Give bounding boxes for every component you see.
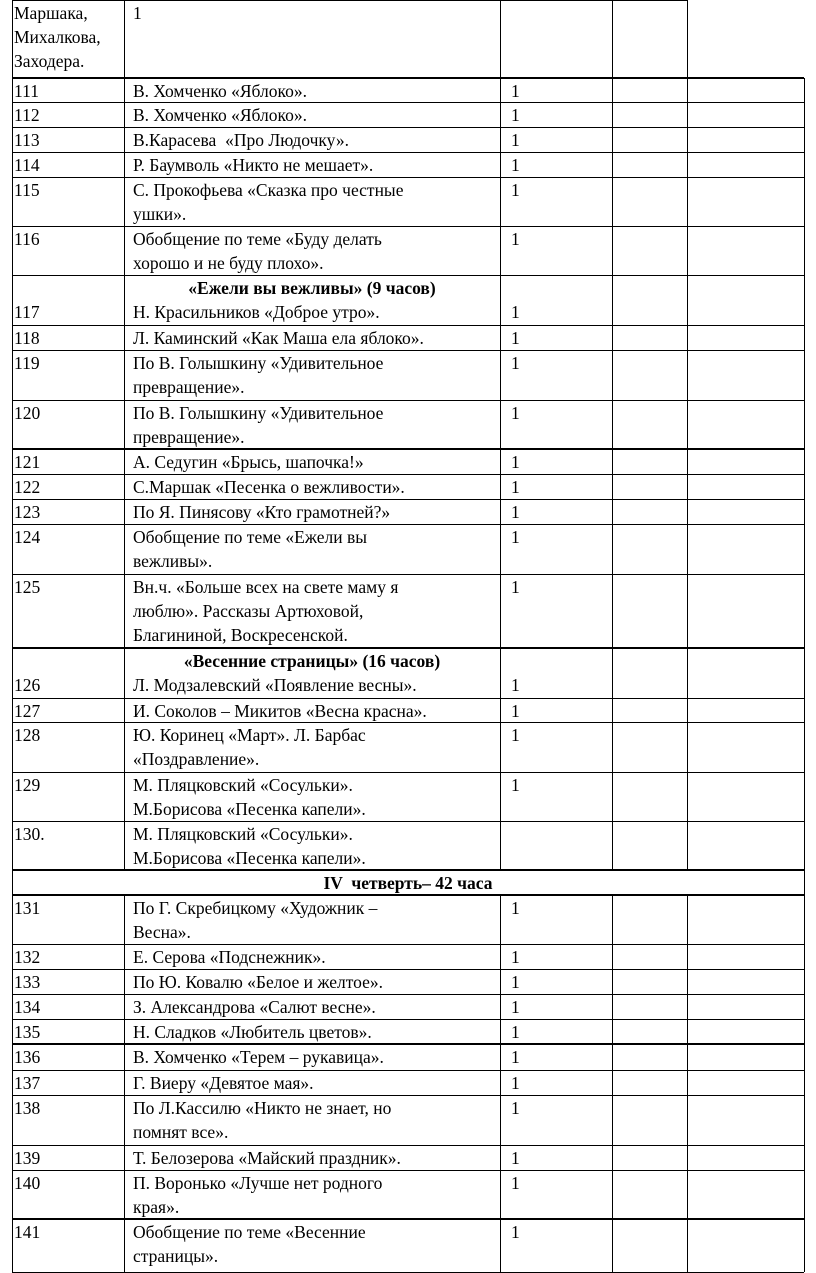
column-rule xyxy=(500,0,501,870)
table-rule xyxy=(12,127,804,128)
lesson-title-cell: С.Маршак «Песенка о вежливости». xyxy=(133,477,405,497)
lesson-number-cell: 131 xyxy=(14,898,41,918)
column-rule xyxy=(124,0,125,870)
hours-cell: 1 xyxy=(511,403,520,423)
hours-cell: 1 xyxy=(511,577,520,597)
lesson-title-cell: П. Воронько «Лучше нет родного края». xyxy=(133,1173,383,1217)
hours-cell: 1 xyxy=(511,302,520,322)
hours-cell: 1 xyxy=(511,1047,520,1067)
lesson-number-cell: 135 xyxy=(14,1022,41,1042)
table-rule xyxy=(12,350,804,351)
hours-cell: 1 xyxy=(511,997,520,1017)
lesson-title-cell: Ю. Коринец «Март». Л. Барбас «Поздравление». xyxy=(133,725,366,769)
lesson-title-cell: Обобщение по теме «Ежели вы вежливы». xyxy=(133,527,367,571)
table-rule xyxy=(12,944,804,945)
quarter-heading: IV четверть– 42 часа xyxy=(323,873,493,893)
hours-cell: 1 xyxy=(511,130,520,150)
lesson-number-cell: 115 xyxy=(14,180,40,200)
column-rule xyxy=(612,895,613,1272)
lesson-title-cell: Вн.ч. «Больше всех на свете маму я люблю». Рассказы Артюховой, Благининой, Воскресенской. xyxy=(133,577,399,645)
lesson-number-cell: 129 xyxy=(14,775,41,795)
section-heading: «Ежели вы вежливы» (9 часов) xyxy=(188,278,436,298)
hours-cell: 1 xyxy=(511,229,520,249)
lesson-number-cell: 137 xyxy=(14,1073,41,1093)
lesson-number-cell: Маршака, Михалкова, Заходера. xyxy=(14,3,101,71)
lesson-title-cell: В. Хомченко «Яблоко». xyxy=(133,105,307,125)
lesson-title-cell: З. Александрова «Салют весне». xyxy=(133,997,376,1017)
lesson-title-cell: Т. Белозерова «Майский праздник». xyxy=(133,1148,401,1168)
lesson-title-cell: По Я. Пинясову «Кто грамотней?» xyxy=(133,502,391,522)
lesson-title-cell: С. Прокофьева «Сказка про честные ушки». xyxy=(133,180,404,224)
lesson-title-cell: Н. Сладков «Любитель цветов». xyxy=(133,1022,372,1042)
hours-cell: 1 xyxy=(511,775,520,795)
table-rule xyxy=(12,226,804,227)
column-rule xyxy=(804,78,805,1272)
lesson-title-cell: По В. Голышкину «Удивительное превращение». xyxy=(133,403,384,447)
lesson-number-cell: 124 xyxy=(14,527,41,547)
table-rule xyxy=(12,448,804,450)
table-rule xyxy=(12,1043,804,1045)
hours-cell: 1 xyxy=(511,328,520,348)
hours-cell: 1 xyxy=(511,1022,520,1042)
hours-cell: 1 xyxy=(511,725,520,745)
lesson-number-cell: 123 xyxy=(14,502,41,522)
hours-cell: 1 xyxy=(511,675,520,695)
lesson-title-cell: Л. Каминский «Как Маша ела яблоко». xyxy=(133,328,424,348)
hours-cell: 1 xyxy=(511,105,520,125)
lesson-title-cell: Л. Модзалевский «Появление весны». xyxy=(133,675,417,695)
hours-cell: 1 xyxy=(511,180,520,200)
lesson-number-cell: 138 xyxy=(14,1098,41,1118)
table-rule xyxy=(12,1218,804,1220)
lesson-title-cell: Н. Красильников «Доброе утро». xyxy=(133,302,380,322)
lesson-number-cell: 127 xyxy=(14,701,41,721)
lesson-number-cell: 140 xyxy=(14,1173,41,1193)
lesson-number-cell: 120 xyxy=(14,403,41,423)
table-rule xyxy=(12,1019,804,1020)
table-rule xyxy=(12,152,804,153)
column-rule xyxy=(687,895,688,1272)
lesson-title-cell: По Г. Скребицкому «Художник – Весна». xyxy=(133,898,378,942)
lesson-number-cell: 134 xyxy=(14,997,41,1017)
table-rule xyxy=(12,400,804,401)
lesson-number-cell: 128 xyxy=(14,725,41,745)
lesson-number-cell: 113 xyxy=(14,130,40,150)
hours-cell: 1 xyxy=(511,452,520,472)
lesson-number-cell: 116 xyxy=(14,229,40,249)
column-rule xyxy=(12,0,13,1272)
hours-cell: 1 xyxy=(511,701,520,721)
hours-cell: 1 xyxy=(511,1222,520,1242)
lesson-title-cell: В. Хомченко «Терем – рукавица». xyxy=(133,1047,384,1067)
lesson-number-cell: 112 xyxy=(14,105,40,125)
lesson-title-cell: Обобщение по теме «Буду делать хорошо и не буду плохо». xyxy=(133,229,382,273)
table-rule xyxy=(12,994,804,995)
table-rule xyxy=(12,969,804,970)
lesson-number-cell: 130. xyxy=(14,824,45,844)
hours-cell: 1 xyxy=(511,1148,520,1168)
table-rule xyxy=(12,574,804,575)
lesson-title-cell: В. Хомченко «Яблоко». xyxy=(133,81,307,101)
lesson-title-cell: По Л.Кассилю «Никто не знает, но помнят все». xyxy=(133,1098,392,1142)
section-heading: «Весенние страницы» (16 часов) xyxy=(183,651,441,671)
lesson-title-cell: Г. Виеру «Девятое мая». xyxy=(133,1073,314,1093)
lesson-title-cell: А. Седугин «Брысь, шапочка!» xyxy=(133,452,364,472)
table-rule xyxy=(12,524,804,525)
lesson-number-cell: 117 xyxy=(14,302,40,322)
lesson-number-cell: 141 xyxy=(14,1222,41,1242)
hours-cell: 1 xyxy=(511,947,520,967)
table-rule xyxy=(12,772,804,773)
hours-cell: 1 xyxy=(511,1098,520,1118)
table-rule xyxy=(12,499,804,500)
table-rule xyxy=(12,1095,804,1096)
lesson-title-cell: По Ю. Ковалю «Белое и желтое». xyxy=(133,972,383,992)
lesson-title-cell: И. Соколов – Микитов «Весна красна». xyxy=(133,701,427,721)
table-rule xyxy=(12,77,804,79)
lesson-number-cell: 111 xyxy=(14,81,39,101)
lesson-number-cell: 119 xyxy=(14,353,40,373)
lesson-number-cell: 133 xyxy=(14,972,41,992)
lesson-title-cell: Е. Серова «Подснежник». xyxy=(133,947,326,967)
lesson-title-cell: Р. Баумволь «Никто не мешает». xyxy=(133,155,374,175)
lesson-title-cell: М. Пляцковский «Сосульки». М.Борисова «Песенка капели». xyxy=(133,775,366,819)
table-rule xyxy=(12,177,804,178)
column-rule xyxy=(612,0,613,870)
lesson-title-cell: По В. Голышкину «Удивительное превращение». xyxy=(133,353,384,397)
lesson-number-cell: 139 xyxy=(14,1148,41,1168)
column-rule xyxy=(124,895,125,1272)
hours-cell: 1 xyxy=(511,155,520,175)
hours-cell: 1 xyxy=(511,477,520,497)
lesson-number-cell: 114 xyxy=(14,155,40,175)
hours-cell: 1 xyxy=(511,527,520,547)
lesson-title-cell: М. Пляцковский «Сосульки». М.Борисова «Песенка капели». xyxy=(133,824,366,868)
hours-cell: 1 xyxy=(511,972,520,992)
table-rule xyxy=(12,102,804,103)
column-rule xyxy=(500,895,501,1272)
hours-cell: 1 xyxy=(511,1073,520,1093)
lesson-number-cell: 122 xyxy=(14,477,41,497)
hours-cell: 1 xyxy=(511,898,520,918)
column-rule xyxy=(687,0,688,870)
hours-cell: 1 xyxy=(511,502,520,522)
hours-cell: 1 xyxy=(511,1173,520,1193)
table-rule xyxy=(12,1170,804,1171)
lesson-number-cell: 121 xyxy=(14,452,41,472)
table-rule xyxy=(12,1145,804,1146)
lesson-title-cell: Обобщение по теме «Весенние страницы». xyxy=(133,1222,366,1266)
hours-cell: 1 xyxy=(511,81,520,101)
hours-cell: 1 xyxy=(511,353,520,373)
lesson-number-cell: 118 xyxy=(14,328,40,348)
lesson-number-cell: 136 xyxy=(14,1047,41,1067)
lesson-number-cell: 125 xyxy=(14,577,41,597)
lesson-number-cell: 132 xyxy=(14,947,41,967)
table-rule xyxy=(12,821,804,822)
table-rule xyxy=(12,0,687,1)
lesson-title-cell: В.Карасева «Про Людочку». xyxy=(133,130,349,150)
lesson-number-cell: 126 xyxy=(14,675,41,695)
table-rule xyxy=(12,474,804,475)
lesson-title-cell: 1 xyxy=(133,3,142,23)
table-rule xyxy=(12,1070,804,1071)
